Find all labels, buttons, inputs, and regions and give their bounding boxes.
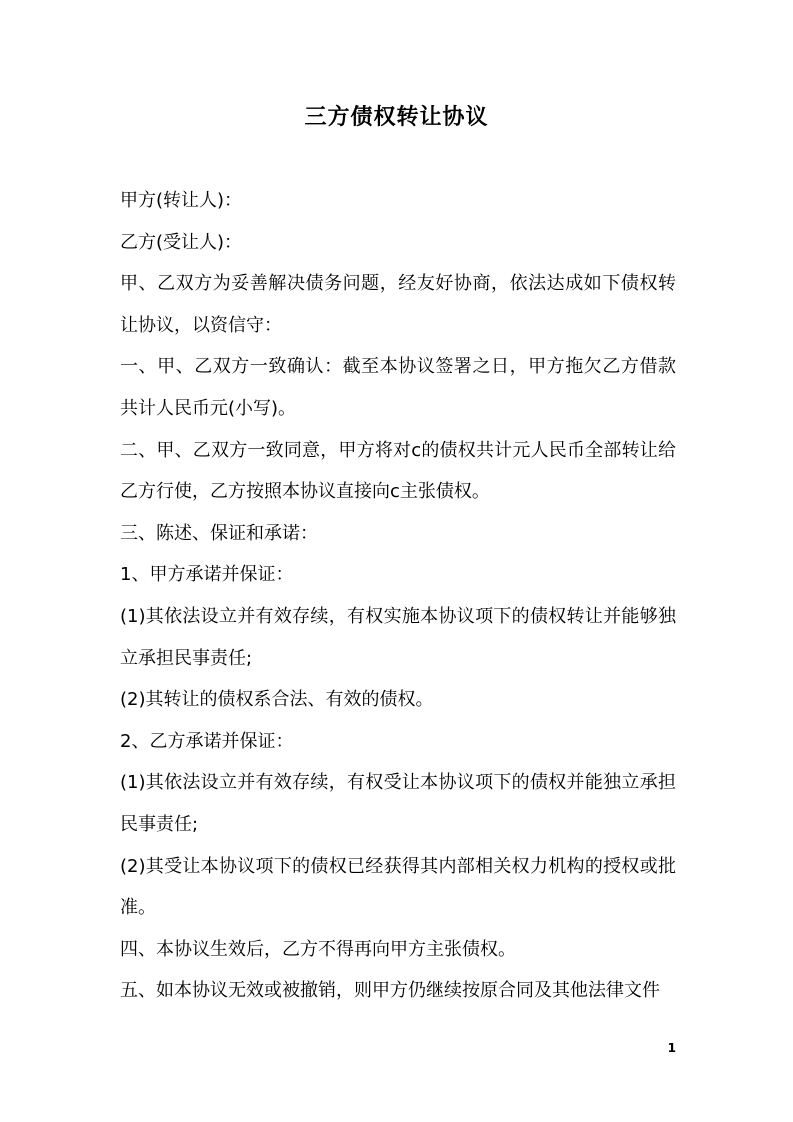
paragraph-clause-2: 二、甲、乙双方一致同意，甲方将对c的债权共计元人民币全部转让给乙方行使，乙方按照本协议直接向c主张债权。 (120, 439, 676, 503)
paragraph-party-b: 乙方(受让人)： (120, 231, 243, 253)
paragraph-preamble: 甲、乙双方为妥善解决债务问题，经友好协商，依法达成如下债权转让协议，以资信守： (120, 273, 676, 336)
document-title: 三方债权转让协议 (304, 105, 489, 130)
paragraph-party-a: 甲方(转让人)： (120, 190, 243, 211)
paragraph-clause-3-1-b: (2)其转让的债权系合法、有效的债权。 (120, 689, 434, 711)
page-number: 1 (667, 1041, 676, 1055)
paragraph-clause-3-1: 1、甲方承诺并保证： (120, 564, 294, 586)
paragraph-clause-3: 三、陈述、保证和承诺： (120, 522, 318, 544)
paragraph-clause-3-2: 2、乙方承诺并保证： (120, 730, 294, 752)
document-body (120, 180, 676, 1012)
paragraph-clause-3-2-b: (2)其受让本协议项下的债权已经获得其内部相关权力机构的授权或批准。 (120, 855, 676, 919)
paragraph-clause-1: 一、甲、乙双方一致确认：截至本协议签署之日，甲方拖欠乙方借款共计人民币元(小写)。 (120, 356, 676, 419)
paragraph-clause-4: 四、本协议生效后，乙方不得再向甲方主张债权。 (120, 938, 516, 960)
paragraph-clause-3-2-a: (1)其依法设立并有效存续，有权受让本协议项下的债权并能独立承担民事责任; (120, 772, 676, 835)
paragraph-clause-3-1-a: (1)其依法设立并有效存续，有权实施本协议项下的债权转让并能够独立承担民事责任; (120, 605, 676, 669)
paragraph-clause-5: 五、如本协议无效或被撤销，则甲方仍继续按原合同及其他法律文件 (120, 980, 660, 1002)
